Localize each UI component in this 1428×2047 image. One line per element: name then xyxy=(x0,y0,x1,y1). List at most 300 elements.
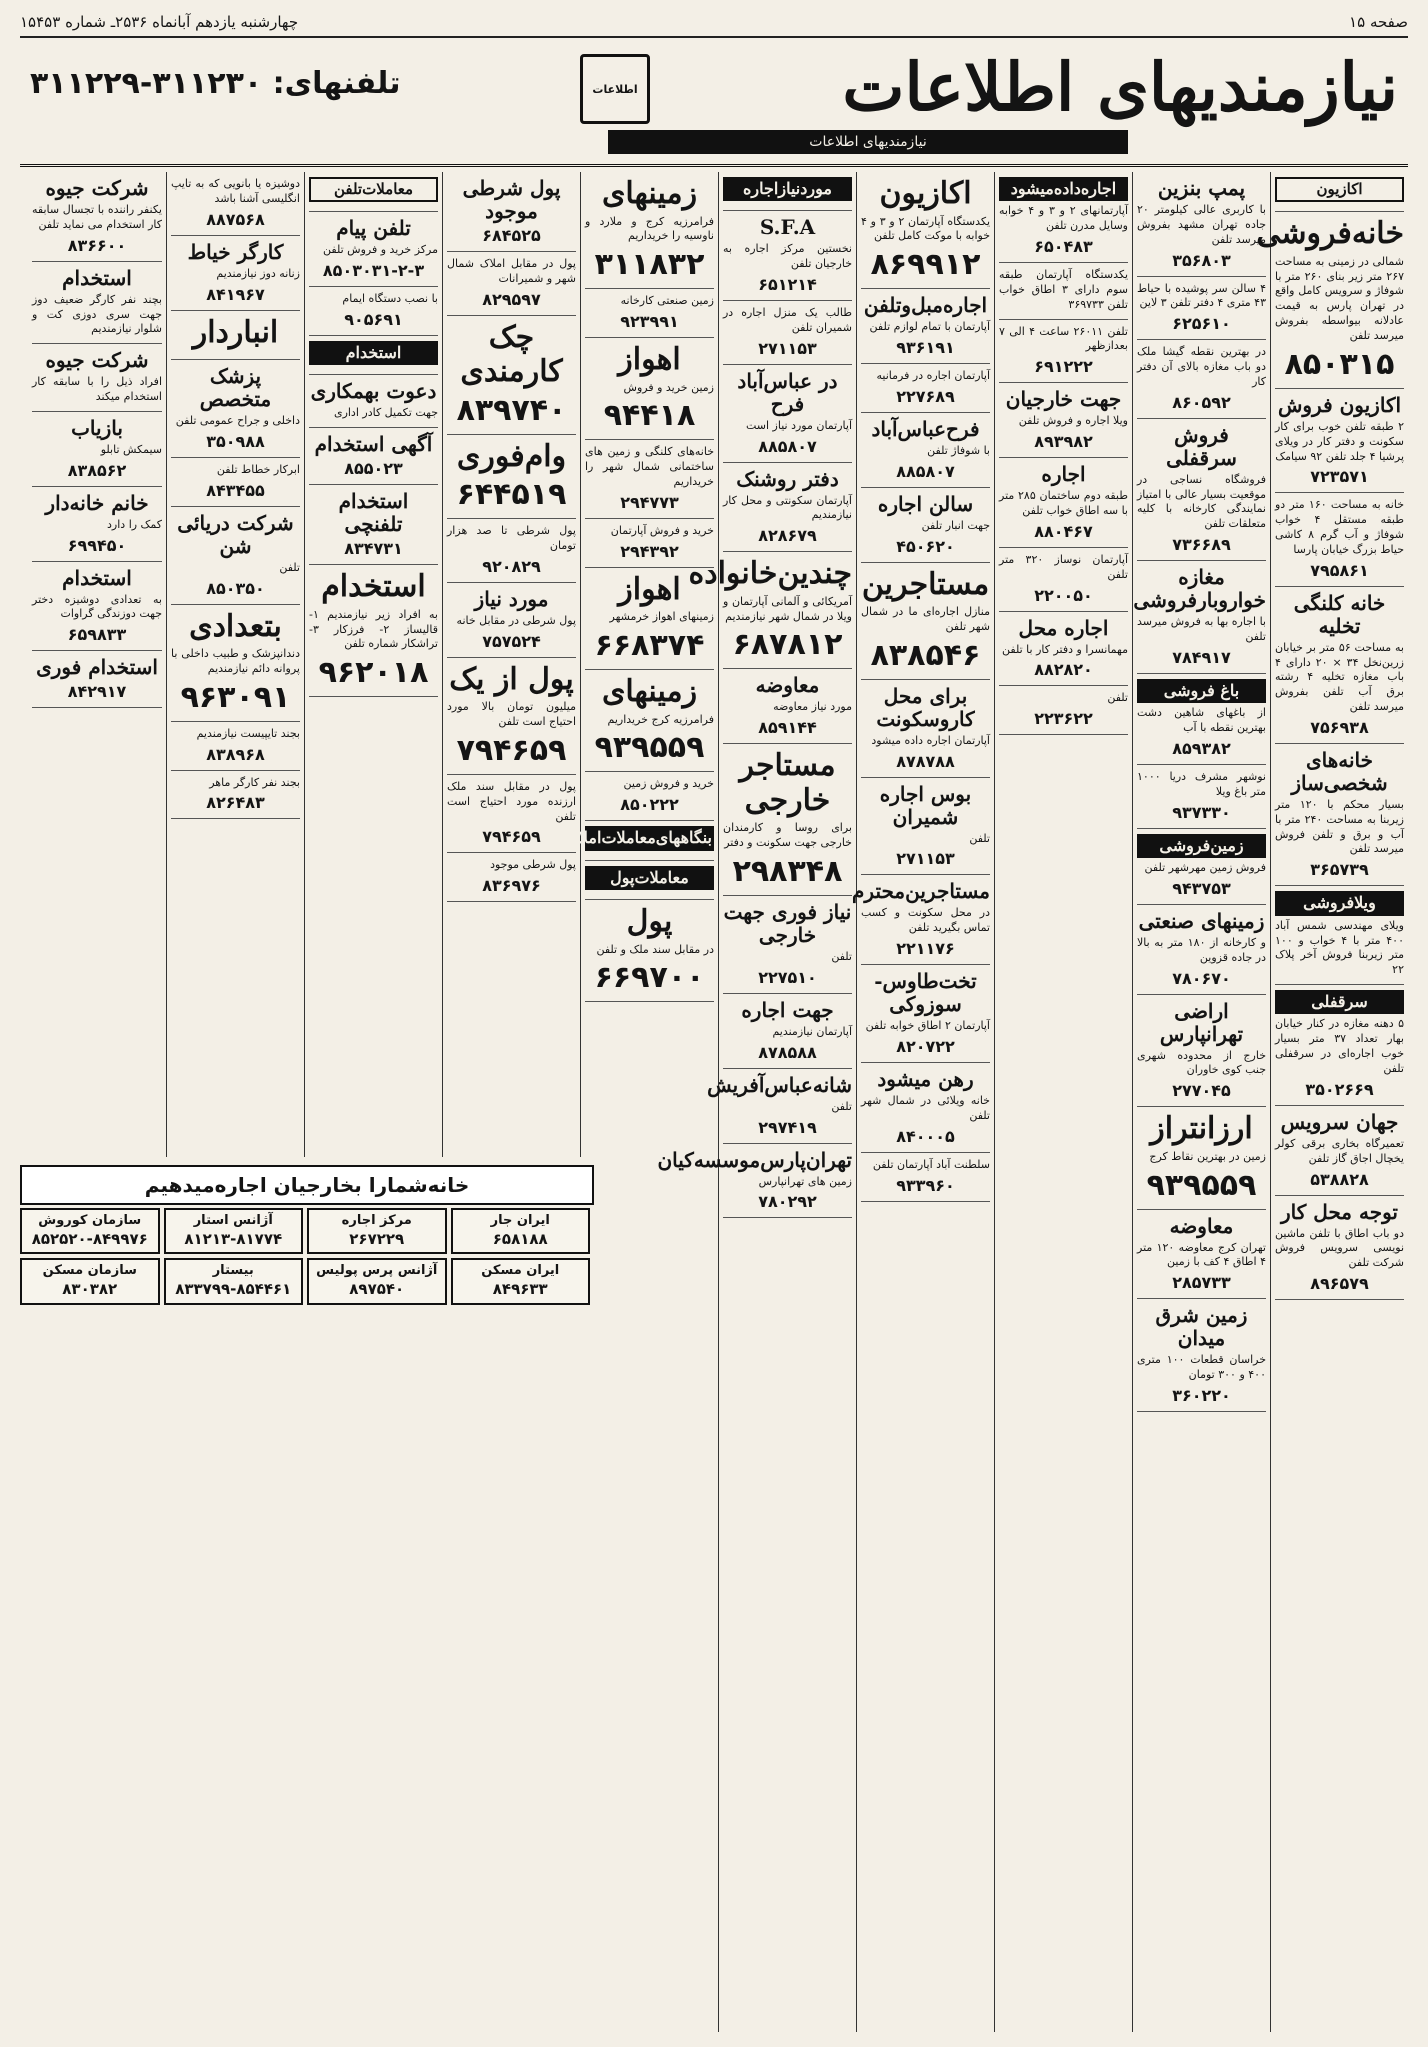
ad-body: مرکز خرید و فروش تلفن xyxy=(323,243,438,257)
classified-ad xyxy=(309,428,438,485)
ad-body: دو باب اطاق با تلفن ماشین نویسی سرویس فروش شرکت تلفن xyxy=(1275,1226,1404,1270)
ad-phone: ۶۵۰۴۸۳ xyxy=(1034,237,1093,257)
ad-phone: ۸۴۳۴۵۵ xyxy=(206,480,265,500)
ad-heading: ارزانتراز xyxy=(1150,1111,1253,1147)
ad-heading: زمینهای xyxy=(601,674,698,710)
ad-body: ۵ دهنه مغازه در کنار خیابان بهار تعداد ۳۷ متر بسیار خوب اجاره‌ای در سرقفلی تلفن xyxy=(1275,1017,1404,1075)
ad-heading: دعوت بهمکاری xyxy=(310,379,437,404)
ad-heading: معاملات‌پول xyxy=(585,866,714,890)
ad-body: زنانه دوز نیازمندیم xyxy=(216,266,300,280)
ad-heading: اجاره xyxy=(1041,462,1086,487)
ad-heading: پول شرطی موجود xyxy=(462,176,561,223)
ad-phone: ۲۲۱۱۷۶ xyxy=(896,939,955,959)
ad-heading: خانه‌فروشی xyxy=(1256,216,1404,252)
classified-ad xyxy=(32,172,162,262)
ad-heading: بازیاب xyxy=(71,415,123,440)
ad-body: ویلای مهندسی شمس آباد ۴۰۰ متر با ۴ خواب و ۱۰۰ متر زیربنا فروش آخر پلاک ۲۲ xyxy=(1275,918,1404,977)
ad-body: با شوفاژ تلفن xyxy=(927,443,990,457)
classified-ad xyxy=(999,320,1128,384)
ad-heading: تخت‌طاوس‌-سوزوکی xyxy=(874,969,977,1017)
ad-heading: سرقفلی xyxy=(1275,990,1404,1014)
ad-body: آپارتمان اجاره داده میشود xyxy=(871,733,990,747)
ad-body: ۲ طبقه تلفن خوب برای کار سکونت و دفتر کار در ویلای پرشیا ۴ جلد تلفن ۹۲ سیامک xyxy=(1275,419,1404,463)
ad-phone: ۲۲۷۵۱۰ xyxy=(758,967,817,987)
ad-phone: ۶۸۴۵۲۵ xyxy=(482,226,541,245)
classified-ad xyxy=(585,172,714,289)
classified-ad xyxy=(171,360,300,458)
ad-body: ابرکار خطاط تلفن xyxy=(216,462,300,476)
ad-body: دندانپزشک و طبیب داخلی با پروانه دائم نیازمندیم xyxy=(171,647,300,675)
ad-body: خانه ویلائی در شمال شهر تلفن xyxy=(861,1093,990,1122)
agency-phone: ۸۳۳۷۹۹-۸۵۴۴۶۱ xyxy=(175,1280,292,1299)
ad-phone: ۹۲۳۹۹۱ xyxy=(620,312,679,332)
ad-phone: ۶۶۹۷۰۰ xyxy=(594,960,705,996)
ad-phone: ۹۴۴۱۸ xyxy=(603,398,696,434)
ad-phone: ۲۲۷۶۸۹ xyxy=(896,386,955,406)
ad-phone: ۴۵۰۶۲۰ xyxy=(896,536,955,556)
ad-heading: پول از یک xyxy=(449,661,574,697)
ad-body: با کاربری عالی کیلومتر ۲۰ جاده تهران مشهد بفروش میرسد تلفن xyxy=(1137,203,1266,246)
classified-ad xyxy=(309,565,438,697)
classified-ad xyxy=(447,435,576,520)
classified-ad xyxy=(309,212,438,287)
ad-phone: ۷۸۰۲۹۲ xyxy=(758,1192,817,1212)
classified-ad xyxy=(999,383,1128,458)
ad-heading: زمینهای صنعتی xyxy=(1138,908,1265,933)
column-6 xyxy=(564,172,718,1157)
column-4 xyxy=(852,172,994,2032)
column-1 xyxy=(1256,172,1408,2032)
classified-ad xyxy=(861,778,990,876)
ad-heading: بنگاههای‌معاملات‌املاک xyxy=(585,826,714,850)
ad-heading: شرکت دریائی شن xyxy=(177,510,294,558)
ad-phone: ۹۶۳۰۹۱ xyxy=(180,679,291,715)
agency-name: ایران جار xyxy=(490,1213,550,1228)
ad-phone: ۶۹۹۴۵۰ xyxy=(67,535,127,555)
newspaper-logo xyxy=(580,54,650,124)
classified-ad xyxy=(585,568,714,670)
ad-body: در مقابل سند ملک و تلفن xyxy=(596,942,714,956)
ad-heading: اهواز xyxy=(618,571,681,607)
classified-ad xyxy=(585,670,714,772)
ad-heading: وام‌فوری xyxy=(456,438,567,474)
agency-phone: ۸۱۲۱۳-۸۱۷۷۴ xyxy=(184,1229,283,1248)
agency-name: سازمان کوروش xyxy=(38,1213,142,1228)
agency-phone: ۸۵۲۵۲۰-۸۴۹۹۷۶ xyxy=(31,1229,148,1248)
ad-body: فروشگاه نساجی در موقعیت بسیار عالی با امتیاز نمایندگی کارخانه با کلیه متعلقات تلفن xyxy=(1137,472,1266,531)
classified-ad xyxy=(309,375,438,428)
ad-heading: اکازیون فروش xyxy=(1277,392,1402,417)
column-10 xyxy=(28,172,166,1157)
classified-ad xyxy=(1275,389,1404,494)
classified-ad xyxy=(1275,587,1404,744)
ad-phone: ۸۹۳۹۸۲ xyxy=(1034,432,1093,452)
classified-ad xyxy=(1275,1106,1404,1196)
ad-body: آپارتمان نیازمندیم xyxy=(772,1024,852,1038)
ad-heading: در عباس‌آباد فرح xyxy=(737,368,838,416)
ad-phone: ۸۲۹۵۹۷ xyxy=(482,289,541,309)
ad-body: فروش زمین مهرشهر تلفن xyxy=(1144,860,1266,874)
ad-heading: جهت خارجیان xyxy=(1005,387,1122,412)
masthead xyxy=(20,46,1408,167)
ad-heading: اراضی تهرانپارس xyxy=(1159,998,1244,1046)
classified-ad xyxy=(1137,829,1266,905)
ad-heading: سالن اجاره xyxy=(877,491,974,516)
ad-phone: ۸۲۸۶۷۹ xyxy=(758,526,817,546)
ad-heading: نیاز فوری جهت خارجی xyxy=(723,900,852,948)
ad-heading: خانه‌های شخصی‌ساز xyxy=(1291,747,1388,795)
ad-phone: ۷۵۷۵۲۴ xyxy=(482,631,541,651)
ad-phone: ۶۸۷۸۱۲ xyxy=(732,627,843,663)
ad-phone: ۸۸۵۸۰۷ xyxy=(896,461,955,481)
ad-phone: ۳۵۰۲۶۶۹ xyxy=(1305,1079,1374,1099)
ad-body: مورد نیاز معاوضه xyxy=(773,700,852,714)
ad-body: آپارتمان ۲ اطاق خوابه تلفن xyxy=(865,1019,990,1033)
ad-heading: بتعدادی xyxy=(189,608,282,644)
ad-body: طبقه دوم ساختمان ۲۸۵ متر با سه اطاق خواب تلفن xyxy=(999,489,1128,517)
agency-box xyxy=(164,1258,304,1304)
classified-ad xyxy=(585,861,714,900)
ad-body: تلفن xyxy=(1107,691,1128,705)
ad-body: آپارتمان مورد نیاز است xyxy=(745,418,852,432)
ad-phone: ۹۰۵۶۹۱ xyxy=(344,309,403,329)
classified-ad xyxy=(999,686,1128,735)
classified-ad xyxy=(1275,985,1404,1106)
ad-heading: اهواز xyxy=(618,342,681,378)
ad-body: خرید و فروش زمین xyxy=(623,777,714,791)
column-8 xyxy=(304,172,442,1157)
classified-ad xyxy=(723,172,852,211)
ad-phone: ۸۳۸۵۴۶ xyxy=(870,637,981,673)
ad-phone: ۲۹۴۳۹۲ xyxy=(620,541,679,561)
ad-body: به تعدادی دوشیزه دختر جهت دوزندگی گراوات xyxy=(32,592,162,621)
ad-heading: فرح‌عباس‌آباد xyxy=(871,416,980,441)
ad-phone: ۸۵۰۳۱۵ xyxy=(1284,346,1395,382)
agency-phone: ۶۵۸۱۸۸ xyxy=(492,1229,548,1248)
ad-body: خراسان قطعات ۱۰۰ متری ۴۰۰ و ۳۰۰ تومان xyxy=(1137,1353,1266,1382)
ad-phone: ۸۸۰۴۶۷ xyxy=(1034,521,1093,541)
classified-ad xyxy=(171,771,300,820)
classified-ad xyxy=(564,821,714,860)
classified-ad xyxy=(723,301,852,365)
classified-ad xyxy=(723,669,852,744)
classified-ad xyxy=(861,965,990,1063)
agency-phone: ۸۹۷۵۴۰ xyxy=(349,1280,405,1299)
agency-box xyxy=(307,1208,447,1254)
classified-ad xyxy=(309,336,438,375)
ad-phone: ۸۷۸۵۸۸ xyxy=(758,1042,817,1062)
ad-phone: ۸۹۶۵۷۹ xyxy=(1310,1274,1369,1294)
ad-phone: ۲۹۷۴۱۹ xyxy=(758,1117,817,1137)
ad-phone: ۸۵۹۳۸۲ xyxy=(1172,738,1231,758)
classified-ad xyxy=(447,658,576,775)
ad-phone: ۸۴۰۰۰۵ xyxy=(896,1126,955,1146)
ad-heading: شانه‌عباس‌آفریش xyxy=(707,1072,852,1097)
classified-ad xyxy=(309,485,438,565)
ad-phone: ۳۵۰۹۸۸ xyxy=(206,431,265,451)
agency-box xyxy=(451,1258,591,1304)
classified-ad xyxy=(1137,277,1266,341)
ad-body: به مساحت ۵۶ متر بر خیابان زرین‌نخل ۳۴ × ۲۰ دارای ۴ باب مغازه تخلیه ۴ رشته برق آب تلفن بفروش میرسد تلفن xyxy=(1275,640,1405,714)
ad-body: تلفن xyxy=(279,560,300,574)
classified-ad xyxy=(1137,172,1266,277)
ad-body: زمین های تهرانپارس xyxy=(758,1174,852,1188)
ad-heading: ویلافروشی xyxy=(1275,891,1404,915)
classified-ad xyxy=(309,172,438,212)
rental-banner: خانه‌شمارا بخارجیان اجاره‌میدهیم xyxy=(20,1165,594,1205)
classified-ad xyxy=(1137,340,1266,419)
ad-body: سیمکش تابلو xyxy=(100,442,162,456)
ad-heading: آگهی استخدام xyxy=(314,432,433,457)
classified-ad xyxy=(1137,1299,1266,1412)
ad-body: تعمیرگاه بخاری برقی کولر یخچال اجاق گاز تلفن xyxy=(1275,1136,1404,1165)
ad-phone: ۷۵۶۹۳۸ xyxy=(1310,717,1369,737)
ad-phone: ۶۲۵۶۱۰ xyxy=(1172,314,1231,334)
ad-heading: فروش سرقفلی xyxy=(1166,422,1237,470)
ad-body: یکدستگاه آپارتمان طبقه سوم دارای ۳ اطاق خواب تلفن ۳۶۹۷۳۳ xyxy=(999,268,1128,311)
ad-heading: استخدام تلفنچی xyxy=(338,489,409,537)
classified-ad xyxy=(32,262,162,345)
ad-body: آپارتمان سکونتی و محل کار نیازمندیم xyxy=(723,493,852,522)
ad-phone: ۷۲۳۵۷۱ xyxy=(1310,467,1369,487)
ad-body: بجند تایپیست نیازمندیم xyxy=(196,726,300,740)
classified-ad xyxy=(1275,493,1404,586)
classified-ad xyxy=(1137,674,1266,765)
ad-heading: اجاره‌داده‌میشود xyxy=(999,177,1128,201)
top-dateline-bar xyxy=(20,8,1408,38)
classified-ad xyxy=(861,488,990,563)
ad-body: پول شرطی در مقابل خانه xyxy=(456,613,576,627)
classified-ad xyxy=(723,744,852,896)
ad-body: جهت انبار تلفن xyxy=(921,518,990,532)
ad-phone: ۸۳۶۶۰۰ xyxy=(67,235,127,255)
classified-ad xyxy=(171,236,300,311)
ad-body: در محل سکونت و کسب تماس بگیرید تلفن xyxy=(861,906,990,935)
classified-ad xyxy=(1137,419,1266,561)
ad-heading: معاوضه xyxy=(755,673,820,698)
ad-phone: ۲۹۴۷۷۳ xyxy=(620,492,679,512)
ad-heading: اجاره محل xyxy=(1018,615,1109,640)
ad-body: دوشیزه یا بانویی که به تایپ انگلیسی آشنا باشد xyxy=(171,177,300,205)
ad-phone: ۶۶۸۳۷۴ xyxy=(594,628,705,664)
ad-phone: ۸۵۰۲۲۲ xyxy=(620,795,679,815)
ad-heading: چک کارمندی xyxy=(460,319,563,390)
ad-heading: اکازیون xyxy=(879,176,972,211)
agency-name: آژانس استار xyxy=(193,1213,273,1228)
agency-name: ایران مسکن xyxy=(481,1263,560,1279)
ad-body: آپارتمان اجاره در فرمانیه xyxy=(876,369,990,383)
ad-phone: ۶۵۱۲۱۴ xyxy=(758,275,817,295)
ad-phone: ۲۷۷۰۴۵ xyxy=(1172,1081,1231,1101)
classified-ad xyxy=(171,172,300,236)
ad-phone: ۲۷۱۱۵۳ xyxy=(758,338,817,358)
agency-box xyxy=(20,1208,160,1254)
ad-phone: ۷۸۴۹۱۷ xyxy=(1172,647,1231,667)
ad-phone: ۹۳۳۹۶۰ xyxy=(896,1175,955,1195)
classified-ad xyxy=(723,211,852,301)
classified-ad xyxy=(1275,172,1404,212)
classified-ad xyxy=(861,1063,990,1153)
ad-phone: ۸۵۰۳۰۳۱-۲-۳ xyxy=(322,261,425,281)
agency-phone: ۸۳۰۳۸۲ xyxy=(62,1280,118,1299)
ad-phone: ۸۳۴۷۳۱ xyxy=(344,539,403,559)
ad-body: با اجاره بها به فروش میرسد تلفن xyxy=(1137,615,1266,643)
agency-box xyxy=(164,1208,304,1254)
ad-body: پول شرطی موجود xyxy=(490,858,576,872)
page-number: صفحه ۱۵ xyxy=(1349,13,1408,31)
classified-ad xyxy=(861,563,990,680)
ad-phone: ۷۳۶۶۸۹ xyxy=(1172,535,1231,555)
classified-ad xyxy=(999,458,1128,548)
classified-ad xyxy=(861,172,990,289)
ad-heading: پزشک متخصص xyxy=(199,364,272,412)
classified-ad xyxy=(861,364,990,413)
ad-body: آپارتمانهای ۲ و ۳ و ۴ خوابه وسایل مدرن تلفن xyxy=(999,204,1128,233)
ad-body: شمالی در زمینی به مساحت ۲۶۷ متر زیر بنای ۲۶۰ متر با شوفاژ و سرویس کامل واقع در تهران پارس به قیمت عادلانه بیواسطه بفروش میرسد تلفن xyxy=(1275,254,1405,342)
ad-phone: ۸۳۸۹۶۸ xyxy=(206,744,265,764)
classified-ad xyxy=(171,311,300,361)
agency-name: بیستار xyxy=(212,1263,254,1279)
ad-body: یکدستگاه آپارتمان ۲ و ۳ و ۴ خوابه با موکت کامل تلفن xyxy=(861,214,991,243)
classified-ad xyxy=(861,413,990,488)
ad-phone: ۹۳۷۳۳۰ xyxy=(1172,802,1231,822)
masthead-phones: تلفنهای: ۳۱۱۲۳۰-۳۱۱۲۲۹ xyxy=(30,66,401,101)
ad-body: ۴ سالن سر پوشیده با حیاط ۴۳ متری ۴ دفتر تلفن ۳ لاین xyxy=(1137,281,1266,310)
ad-body: پول در مقابل سند ملک ارزنده مورد احتیاج است تلفن xyxy=(447,779,576,823)
ad-heading: معاملات‌تلفن xyxy=(309,177,438,202)
ad-body: منازل اجاره‌ای ما در شمال شهر تلفن xyxy=(861,605,990,633)
ad-phone: ۹۲۰۸۲۹ xyxy=(482,556,541,576)
ad-body: فرامرزیه کرج خریداریم xyxy=(607,712,714,726)
classified-ad xyxy=(1256,212,1405,389)
ad-heading: شرکت جیوه xyxy=(45,348,149,373)
ad-phone: ۵۳۸۸۲۸ xyxy=(1310,1169,1369,1189)
ad-phone: ۶۵۹۸۳۳ xyxy=(67,625,127,645)
ad-heading: استخدام xyxy=(309,341,438,365)
classified-ad xyxy=(657,1144,852,1219)
ad-heading: تلفن پیام xyxy=(336,216,411,241)
ad-phone: ۲۸۵۷۳۳ xyxy=(1172,1273,1231,1293)
agency-box xyxy=(307,1258,447,1304)
ad-heading: رهن میشود xyxy=(877,1066,974,1091)
ad-body: پول شرطی تا صد هزار تومان xyxy=(447,524,576,553)
ad-phone: ۷۹۴۶۵۹ xyxy=(456,732,567,768)
ad-body: طالب یک منزل اجاره در شمیران تلفن xyxy=(723,306,852,334)
classified-ad xyxy=(1137,1210,1266,1300)
classified-ad xyxy=(447,316,576,435)
agency-box xyxy=(20,1258,160,1304)
ad-body: کمک را دارد xyxy=(107,517,162,531)
ad-heading: مستاجرین xyxy=(861,566,990,602)
agency-box-ads xyxy=(20,1208,590,1305)
classified-ad xyxy=(707,1069,852,1144)
ad-phone: ۸۳۹۷۴۰ xyxy=(456,392,567,428)
ad-phone: ۹۳۹۵۵۹ xyxy=(1146,1167,1257,1203)
classified-ad xyxy=(32,562,162,652)
ad-phone: ۸۲۶۴۸۳ xyxy=(206,793,265,813)
agency-box xyxy=(451,1208,591,1254)
ad-phone: ۳۶۵۷۳۹ xyxy=(1310,860,1369,880)
ad-phone: ۸۴۱۹۶۷ xyxy=(206,284,265,304)
ad-body: آپارتمان نوساز ۳۲۰ متر تلفن xyxy=(999,552,1129,581)
ad-heading: موردنیازاجاره xyxy=(723,177,852,201)
classified-ad xyxy=(1137,905,1266,995)
ad-body: خارج از محدوده شهری جنب کوی خاوران xyxy=(1137,1048,1266,1077)
ad-body: داخلی و جراح عمومی تلفن xyxy=(175,414,300,428)
classified-ad xyxy=(447,252,576,316)
ad-body: در بهترین نقطه گیشا ملک دو باب مغازه بالای آن دفتر کار xyxy=(1137,345,1266,388)
classified-ad xyxy=(585,519,714,568)
classified-ad xyxy=(1275,744,1404,886)
classified-ad xyxy=(171,507,300,605)
ad-phone: ۹۶۲۰۱۸ xyxy=(318,655,429,691)
classified-ad xyxy=(1137,995,1266,1108)
column-2 xyxy=(1132,172,1270,2032)
ad-body: زمین در بهترین نقاط کرج xyxy=(1149,1149,1266,1163)
column-7 xyxy=(442,172,580,1157)
ad-body: سلطنت آباد آپارتمان تلفن xyxy=(872,1157,990,1171)
classified-ad xyxy=(171,605,300,722)
classified-ad xyxy=(723,463,852,553)
ad-body: جهت تکمیل کادر اداری xyxy=(333,406,438,420)
ad-heading: زمین‌فروشی xyxy=(1137,834,1266,858)
ad-heading: مستاجر خارجی xyxy=(739,748,836,818)
ad-phone: ۳۶۰۲۲۰ xyxy=(1172,1385,1231,1405)
ad-body: مهمانسرا و دفتر کار با تلفن xyxy=(1002,642,1128,656)
agency-name: سازمان مسکن xyxy=(42,1263,137,1279)
classified-ad xyxy=(171,722,300,771)
ad-heading: زمینهای xyxy=(601,176,698,211)
ad-phone: ۷۹۵۸۶۱ xyxy=(1310,560,1369,580)
ad-heading: باغ فروشی xyxy=(1137,679,1266,703)
classified-ad xyxy=(688,552,852,669)
ad-phone: ۸۴۲۹۱۷ xyxy=(67,682,127,702)
logo-text: اطلاعات xyxy=(592,82,638,96)
classified-ad xyxy=(447,775,576,854)
classified-ad xyxy=(32,651,162,708)
ad-phone: ۹۳۹۵۵۹ xyxy=(594,730,705,766)
ad-heading: معاوضه xyxy=(1169,1213,1234,1238)
ad-phone: ۸۶۰۵۹۲ xyxy=(1172,392,1231,412)
ad-heading: چندین‌خانواده xyxy=(688,556,852,592)
ad-body: خانه‌های کلنگی و زمین های ساختمانی شمال شهر را خریداریم xyxy=(585,445,714,489)
ad-body: خرید و فروش آپارتمان xyxy=(610,523,714,537)
classified-ad xyxy=(723,365,852,463)
classified-ad xyxy=(1137,1107,1266,1209)
agency-phone: ۲۶۷۲۲۹ xyxy=(349,1229,405,1248)
ad-heading: اجاره‌مبل‌وتلفن xyxy=(863,293,988,318)
classified-ad xyxy=(585,772,714,821)
ad-body: بجند نفر کارگر ماهر xyxy=(209,775,300,789)
ad-heading: استخدام فوری xyxy=(36,655,158,680)
ad-body: میلیون تومان بالا مورد احتیاج است تلفن xyxy=(447,700,576,729)
ad-heading: توجه محل کار xyxy=(1281,1199,1398,1224)
ad-heading: مورد نیاز xyxy=(474,586,549,611)
ad-heading: جهان سرویس xyxy=(1280,1109,1399,1134)
ad-body: تلفن xyxy=(831,950,852,964)
ad-heading: S.F.A xyxy=(759,215,816,240)
ad-phone: ۷۸۰۶۷۰ xyxy=(1172,968,1231,988)
classified-ad xyxy=(861,289,990,364)
ad-phone: ۸۸۵۸۰۷ xyxy=(758,436,817,456)
ad-phone: ۹۳۶۱۹۱ xyxy=(896,338,955,358)
ad-body: زمینهای اهواز خرمشهر xyxy=(609,610,714,624)
ad-body: نخستین مرکز اجاره به خارجیان تلفن xyxy=(723,242,852,271)
classified-ad xyxy=(32,412,162,487)
ad-phone: ۶۹۱۲۲۲ xyxy=(1034,357,1093,377)
ad-body: به افراد زیر نیازمندیم ۱- قالیساز ۲- فرزکار ۳- تراشکار شماره تلفن xyxy=(309,607,438,651)
classified-ad xyxy=(999,172,1128,263)
